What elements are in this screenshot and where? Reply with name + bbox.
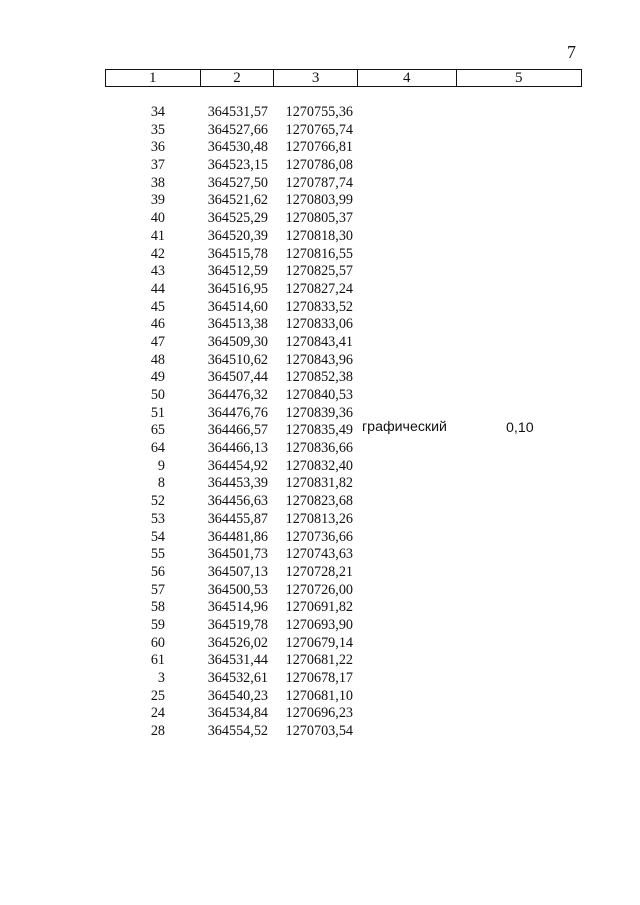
y-coordinate: 1270693,90 — [285, 616, 353, 633]
point-number: 36 — [150, 139, 165, 156]
x-coordinate: 364525,29 — [207, 210, 268, 227]
y-coordinate: 1270805,37 — [285, 210, 353, 227]
table-row — [105, 352, 582, 370]
x-coordinate: 364532,61 — [207, 670, 268, 686]
y-coordinate: 1270840,53 — [285, 387, 353, 403]
x-coordinate: 364507,44 — [207, 369, 268, 386]
point-number: 40 — [150, 210, 165, 227]
point-number: 54 — [150, 528, 165, 545]
table-row — [105, 228, 582, 246]
point-number: 45 — [150, 298, 165, 315]
point-number: 9 — [157, 457, 165, 474]
y-coordinate: 1270823,68 — [285, 493, 353, 510]
x-coordinate: 364531,57 — [207, 104, 268, 120]
table-row — [105, 493, 582, 511]
point-number: 48 — [150, 351, 165, 368]
y-coordinate: 1270832,40 — [285, 457, 353, 474]
y-coordinate: 1270827,24 — [285, 280, 353, 297]
point-number: 50 — [150, 387, 165, 403]
y-coordinate: 1270836,66 — [285, 440, 353, 457]
x-coordinate: 364466,57 — [207, 422, 268, 439]
table-row — [105, 334, 582, 352]
table-row — [105, 316, 582, 334]
point-number: 49 — [150, 369, 165, 386]
x-coordinate: 364526,02 — [207, 634, 268, 651]
table-row — [105, 440, 582, 458]
x-coordinate: 364455,87 — [207, 510, 268, 527]
x-coordinate: 364512,59 — [207, 263, 268, 280]
point-number: 47 — [150, 333, 165, 350]
x-coordinate: 364507,13 — [207, 563, 268, 580]
y-coordinate: 1270818,30 — [285, 227, 353, 244]
table-row — [105, 263, 582, 281]
header-cell-5: 5 — [515, 69, 523, 86]
point-number: 41 — [150, 227, 165, 244]
x-coordinate: 364466,13 — [207, 440, 268, 457]
y-coordinate: 1270852,38 — [285, 369, 353, 386]
table-row — [105, 458, 582, 476]
x-coordinate: 364554,52 — [207, 723, 268, 740]
point-number: 25 — [150, 687, 165, 704]
y-coordinate: 1270726,00 — [285, 581, 353, 598]
point-number: 24 — [150, 705, 165, 722]
y-coordinate: 1270736,66 — [285, 528, 353, 545]
y-coordinate: 1270703,54 — [285, 723, 353, 740]
x-coordinate: 364530,48 — [207, 139, 268, 156]
table-row — [105, 635, 582, 653]
x-coordinate: 364514,60 — [207, 298, 268, 315]
accuracy-value: 0,10 — [506, 420, 534, 436]
y-coordinate: 1270679,14 — [285, 634, 353, 651]
point-number: 53 — [150, 510, 165, 527]
x-coordinate: 364509,30 — [207, 333, 268, 350]
x-coordinate: 364516,95 — [207, 280, 268, 297]
y-coordinate: 1270825,57 — [285, 263, 353, 280]
x-coordinate: 364540,23 — [207, 687, 268, 704]
x-coordinate: 364453,39 — [207, 475, 268, 492]
x-coordinate: 364514,96 — [207, 599, 268, 616]
table-row — [105, 139, 582, 157]
y-coordinate: 1270839,36 — [285, 404, 353, 421]
x-coordinate: 364476,76 — [207, 404, 268, 421]
point-number: 3 — [157, 670, 165, 686]
y-coordinate: 1270803,99 — [285, 192, 353, 209]
y-coordinate: 1270743,63 — [285, 546, 353, 563]
y-coordinate: 1270835,49 — [285, 422, 353, 439]
header-cell-1: 1 — [106, 70, 201, 86]
point-number: 44 — [150, 280, 165, 297]
point-number: 34 — [150, 104, 165, 120]
x-coordinate: 364527,66 — [207, 121, 268, 138]
point-number: 55 — [150, 546, 165, 563]
table-header — [105, 69, 582, 87]
x-coordinate: 364520,39 — [207, 227, 268, 244]
table-row — [105, 387, 582, 405]
table-row — [105, 246, 582, 264]
y-coordinate: 1270833,06 — [285, 316, 353, 333]
y-coordinate: 1270816,55 — [285, 245, 353, 262]
table-row — [105, 511, 582, 529]
table-row — [105, 122, 582, 140]
y-coordinate: 1270766,81 — [285, 139, 353, 156]
point-number: 64 — [150, 440, 165, 457]
x-coordinate: 364510,62 — [207, 351, 268, 368]
method-value: графический — [362, 419, 447, 435]
x-coordinate: 364481,86 — [207, 528, 268, 545]
y-coordinate: 1270681,22 — [285, 652, 353, 669]
table-row — [105, 670, 582, 688]
x-coordinate: 364523,15 — [207, 157, 268, 174]
point-number: 65 — [150, 422, 165, 439]
point-number: 46 — [150, 316, 165, 333]
x-coordinate: 364519,78 — [207, 616, 268, 633]
table-row — [105, 175, 582, 193]
table-row — [105, 546, 582, 564]
table-row — [105, 688, 582, 706]
y-coordinate: 1270755,36 — [285, 104, 353, 120]
table-row — [105, 104, 582, 122]
table-row — [105, 369, 582, 387]
table-row — [105, 157, 582, 175]
y-coordinate: 1270696,23 — [285, 705, 353, 722]
y-coordinate: 1270843,96 — [285, 351, 353, 368]
table-row — [105, 210, 582, 228]
x-coordinate: 364527,50 — [207, 174, 268, 191]
point-number: 61 — [150, 652, 165, 669]
x-coordinate: 364456,63 — [207, 493, 268, 510]
x-coordinate: 364521,62 — [207, 192, 268, 209]
point-number: 8 — [157, 475, 165, 492]
point-number: 51 — [150, 404, 165, 421]
y-coordinate: 1270787,74 — [285, 174, 353, 191]
point-number: 56 — [150, 563, 165, 580]
point-number: 58 — [150, 599, 165, 616]
point-number: 37 — [150, 157, 165, 174]
point-number: 43 — [150, 263, 165, 280]
y-coordinate: 1270681,10 — [285, 687, 353, 704]
table-row — [105, 617, 582, 635]
header-cell-3: 3 — [274, 70, 358, 86]
table-row — [105, 582, 582, 600]
x-coordinate: 364515,78 — [207, 245, 268, 262]
y-coordinate: 1270728,21 — [285, 563, 353, 580]
table-row — [105, 299, 582, 317]
point-number: 39 — [150, 192, 165, 209]
y-coordinate: 1270833,52 — [285, 298, 353, 315]
table-row — [105, 475, 582, 493]
point-number: 42 — [150, 245, 165, 262]
x-coordinate: 364476,32 — [207, 387, 268, 403]
table-row — [105, 281, 582, 299]
x-coordinate: 364534,84 — [207, 705, 268, 722]
point-number: 38 — [150, 174, 165, 191]
y-coordinate: 1270813,26 — [285, 510, 353, 527]
table-row — [105, 564, 582, 582]
point-number: 59 — [150, 616, 165, 633]
point-number: 28 — [150, 723, 165, 740]
x-coordinate: 364513,38 — [207, 316, 268, 333]
y-coordinate: 1270691,82 — [285, 599, 353, 616]
point-number: 60 — [150, 634, 165, 651]
y-coordinate: 1270831,82 — [285, 475, 353, 492]
y-coordinate: 1270678,17 — [285, 670, 353, 686]
table-row — [105, 192, 582, 210]
page-number: 7 — [567, 42, 576, 62]
table-row — [105, 652, 582, 670]
header-cell-2: 2 — [201, 70, 275, 86]
table-row — [105, 723, 582, 741]
header-cell-4: 4 — [358, 70, 457, 86]
point-number: 35 — [150, 121, 165, 138]
y-coordinate: 1270786,08 — [285, 157, 353, 174]
table-row — [105, 529, 582, 547]
table-row — [105, 599, 582, 617]
y-coordinate: 1270765,74 — [285, 121, 353, 138]
point-number: 52 — [150, 493, 165, 510]
table-row — [105, 705, 582, 723]
x-coordinate: 364531,44 — [207, 652, 268, 669]
y-coordinate: 1270843,41 — [285, 333, 353, 350]
x-coordinate: 364500,53 — [207, 581, 268, 598]
x-coordinate: 364454,92 — [207, 457, 268, 474]
point-number: 57 — [150, 581, 165, 598]
x-coordinate: 364501,73 — [207, 546, 268, 563]
